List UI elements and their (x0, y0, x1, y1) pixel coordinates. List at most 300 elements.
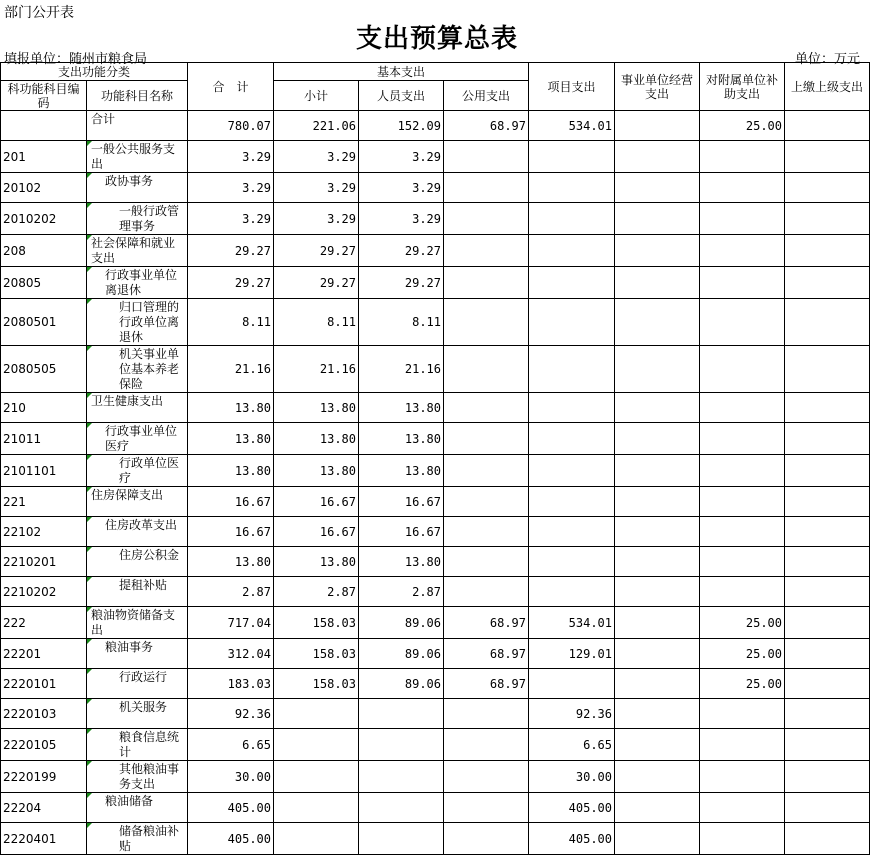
row-name: 其他粮油事务支出 (119, 762, 180, 791)
cell-note-triangle-icon (87, 517, 92, 522)
row-subsidy (700, 823, 785, 855)
row-total: 92.36 (188, 699, 274, 729)
row-total: 13.80 (188, 423, 274, 455)
row-total: 312.04 (188, 639, 274, 669)
table-row (1, 393, 870, 423)
row-name-cell (87, 607, 188, 639)
row-subtotal: 29.27 (274, 235, 359, 267)
cell-note-triangle-icon (87, 423, 92, 428)
row-name-cell (87, 203, 188, 235)
row-name: 合计 (91, 112, 116, 126)
row-upper (785, 423, 870, 455)
row-name-cell (87, 639, 188, 669)
row-name-cell (87, 729, 188, 761)
row-public (444, 761, 529, 793)
row-subtotal: 158.03 (274, 607, 359, 639)
row-total: 3.29 (188, 173, 274, 203)
row-name-cell (87, 823, 188, 855)
row-total: 6.65 (188, 729, 274, 761)
row-total: 13.80 (188, 455, 274, 487)
table-row (1, 699, 870, 729)
table-body (1, 111, 870, 855)
row-public (444, 393, 529, 423)
row-code: 2220101 (1, 669, 87, 699)
row-public (444, 455, 529, 487)
public-header: 公用支出 (444, 81, 529, 111)
row-subtotal: 16.67 (274, 487, 359, 517)
row-total: 13.80 (188, 547, 274, 577)
row-name-cell (87, 267, 188, 299)
row-name: 行政单位医疗 (119, 456, 180, 485)
code-header: 科功能科目编码 (1, 81, 87, 111)
row-business (615, 423, 700, 455)
row-project (529, 346, 615, 393)
row-name: 一般公共服务支出 (91, 142, 176, 171)
row-upper (785, 729, 870, 761)
table-row (1, 487, 870, 517)
row-code: 22102 (1, 517, 87, 547)
row-personnel: 152.09 (359, 111, 444, 141)
row-business (615, 547, 700, 577)
row-project (529, 203, 615, 235)
row-subsidy (700, 487, 785, 517)
row-subsidy (700, 346, 785, 393)
row-name: 粮油储备 (105, 794, 154, 808)
row-code: 20805 (1, 267, 87, 299)
sheet-label: 部门公开表 (4, 5, 74, 21)
table-row (1, 299, 870, 346)
row-name: 行政事业单位医疗 (105, 424, 178, 453)
table-row (1, 346, 870, 393)
personnel-header: 人员支出 (359, 81, 444, 111)
row-project: 405.00 (529, 793, 615, 823)
row-total: 3.29 (188, 141, 274, 173)
row-name-cell (87, 393, 188, 423)
project-header: 项目支出 (529, 63, 615, 111)
row-name: 住房保障支出 (91, 488, 164, 502)
row-code: 222 (1, 607, 87, 639)
subsidy-header: 对附属单位补助支出 (700, 63, 785, 111)
row-subtotal: 13.80 (274, 455, 359, 487)
row-personnel: 13.80 (359, 423, 444, 455)
cell-note-triangle-icon (87, 639, 92, 644)
row-code (1, 111, 87, 141)
row-code: 2220103 (1, 699, 87, 729)
row-personnel: 3.29 (359, 141, 444, 173)
row-total: 3.29 (188, 203, 274, 235)
row-business (615, 607, 700, 639)
row-name: 归口管理的行政单位离退休 (119, 300, 180, 344)
row-total: 405.00 (188, 793, 274, 823)
row-business (615, 299, 700, 346)
row-subtotal (274, 793, 359, 823)
row-project: 30.00 (529, 761, 615, 793)
row-total: 8.11 (188, 299, 274, 346)
row-business (615, 141, 700, 173)
row-upper (785, 639, 870, 669)
table-row (1, 423, 870, 455)
row-code: 21011 (1, 423, 87, 455)
row-project (529, 393, 615, 423)
row-name: 政协事务 (105, 174, 154, 188)
row-code: 2220401 (1, 823, 87, 855)
row-subtotal: 16.67 (274, 517, 359, 547)
cell-note-triangle-icon (87, 793, 92, 798)
row-public (444, 203, 529, 235)
row-code: 2080505 (1, 346, 87, 393)
cell-note-triangle-icon (87, 729, 92, 734)
row-subsidy (700, 203, 785, 235)
row-project (529, 455, 615, 487)
row-name-cell (87, 299, 188, 346)
row-public (444, 267, 529, 299)
row-public (444, 346, 529, 393)
row-total: 13.80 (188, 393, 274, 423)
row-subtotal: 3.29 (274, 141, 359, 173)
total-header: 合 计 (188, 63, 274, 111)
row-public (444, 487, 529, 517)
row-subsidy: 25.00 (700, 607, 785, 639)
row-subsidy: 25.00 (700, 669, 785, 699)
row-subtotal: 13.80 (274, 393, 359, 423)
row-subtotal: 158.03 (274, 669, 359, 699)
row-personnel: 29.27 (359, 267, 444, 299)
row-personnel: 21.16 (359, 346, 444, 393)
cell-note-triangle-icon (87, 761, 92, 766)
row-name: 住房改革支出 (105, 518, 178, 532)
row-public (444, 423, 529, 455)
row-personnel: 89.06 (359, 639, 444, 669)
row-personnel (359, 761, 444, 793)
cell-note-triangle-icon (87, 669, 92, 674)
row-total: 29.27 (188, 267, 274, 299)
row-name-cell (87, 577, 188, 607)
row-business (615, 793, 700, 823)
cell-note-triangle-icon (87, 547, 92, 552)
row-code: 2210202 (1, 577, 87, 607)
row-total: 780.07 (188, 111, 274, 141)
cell-note-triangle-icon (87, 607, 92, 612)
table-row (1, 455, 870, 487)
row-subsidy: 25.00 (700, 639, 785, 669)
row-name-cell (87, 235, 188, 267)
row-total: 16.67 (188, 517, 274, 547)
row-upper (785, 547, 870, 577)
cell-note-triangle-icon (87, 235, 92, 240)
row-business (615, 173, 700, 203)
row-public: 68.97 (444, 111, 529, 141)
row-name: 社会保障和就业支出 (91, 236, 176, 265)
subtotal-header: 小计 (274, 81, 359, 111)
row-name-cell (87, 173, 188, 203)
row-subsidy (700, 299, 785, 346)
row-name-cell (87, 699, 188, 729)
row-project: 6.65 (529, 729, 615, 761)
cell-note-triangle-icon (87, 577, 92, 582)
row-business (615, 639, 700, 669)
table-row (1, 607, 870, 639)
row-subtotal (274, 761, 359, 793)
page-title: 支出预算总表 (355, 24, 518, 54)
row-code: 22201 (1, 639, 87, 669)
row-name: 机关事业单位基本养老保险 (119, 347, 180, 391)
row-name: 行政运行 (119, 670, 168, 684)
row-subtotal: 3.29 (274, 203, 359, 235)
row-subsidy (700, 729, 785, 761)
row-project (529, 173, 615, 203)
row-upper (785, 487, 870, 517)
row-public: 68.97 (444, 669, 529, 699)
row-public: 68.97 (444, 607, 529, 639)
row-code: 2220105 (1, 729, 87, 761)
row-business (615, 267, 700, 299)
amount-unit: 单位：万元 (794, 52, 860, 67)
row-business (615, 346, 700, 393)
row-business (615, 487, 700, 517)
budget-table (0, 62, 870, 855)
cell-note-triangle-icon (87, 299, 92, 304)
row-personnel: 2.87 (359, 577, 444, 607)
row-upper (785, 111, 870, 141)
row-total: 29.27 (188, 235, 274, 267)
row-name: 储备粮油补贴 (119, 824, 180, 853)
row-personnel (359, 823, 444, 855)
row-name: 住房公积金 (119, 548, 180, 562)
table-row (1, 729, 870, 761)
row-subsidy: 25.00 (700, 111, 785, 141)
row-business (615, 761, 700, 793)
row-subtotal: 13.80 (274, 423, 359, 455)
row-public (444, 793, 529, 823)
row-name-cell (87, 793, 188, 823)
row-total: 717.04 (188, 607, 274, 639)
table-row (1, 267, 870, 299)
row-name-cell (87, 487, 188, 517)
row-subtotal: 158.03 (274, 639, 359, 669)
row-subsidy (700, 393, 785, 423)
row-subsidy (700, 517, 785, 547)
row-code: 210 (1, 393, 87, 423)
row-public (444, 235, 529, 267)
row-total: 30.00 (188, 761, 274, 793)
table-row (1, 793, 870, 823)
row-subtotal: 2.87 (274, 577, 359, 607)
row-business (615, 669, 700, 699)
row-upper (785, 173, 870, 203)
row-total: 2.87 (188, 577, 274, 607)
row-name-cell (87, 761, 188, 793)
row-subtotal (274, 699, 359, 729)
row-subtotal (274, 823, 359, 855)
row-name-cell (87, 455, 188, 487)
row-personnel (359, 699, 444, 729)
cell-note-triangle-icon (87, 699, 92, 704)
row-business (615, 823, 700, 855)
row-code: 2080501 (1, 299, 87, 346)
row-personnel: 3.29 (359, 173, 444, 203)
upper-header: 上缴上级支出 (785, 63, 870, 111)
row-subsidy (700, 235, 785, 267)
row-total: 21.16 (188, 346, 274, 393)
row-personnel: 13.80 (359, 393, 444, 423)
cell-note-triangle-icon (87, 267, 92, 272)
row-upper (785, 823, 870, 855)
row-personnel: 29.27 (359, 235, 444, 267)
table-row (1, 669, 870, 699)
cell-note-triangle-icon (87, 346, 92, 351)
row-upper (785, 393, 870, 423)
row-project (529, 141, 615, 173)
row-project: 534.01 (529, 607, 615, 639)
row-project (529, 235, 615, 267)
row-public (444, 699, 529, 729)
table-row (1, 203, 870, 235)
row-personnel: 16.67 (359, 517, 444, 547)
table-row (1, 235, 870, 267)
row-project (529, 517, 615, 547)
row-subtotal (274, 729, 359, 761)
row-name: 行政事业单位离退休 (105, 268, 178, 297)
row-name-cell (87, 517, 188, 547)
row-project (529, 577, 615, 607)
row-code: 2210201 (1, 547, 87, 577)
row-subtotal: 8.11 (274, 299, 359, 346)
row-personnel (359, 793, 444, 823)
row-project (529, 669, 615, 699)
table-row (1, 141, 870, 173)
row-public (444, 729, 529, 761)
row-subsidy (700, 267, 785, 299)
row-code: 2220199 (1, 761, 87, 793)
row-upper (785, 203, 870, 235)
row-business (615, 393, 700, 423)
row-upper (785, 235, 870, 267)
row-subtotal: 29.27 (274, 267, 359, 299)
row-name: 粮油物资储备支出 (91, 608, 176, 637)
row-name: 粮油事务 (105, 640, 154, 654)
row-total: 183.03 (188, 669, 274, 699)
row-upper (785, 517, 870, 547)
row-subsidy (700, 577, 785, 607)
table-row (1, 517, 870, 547)
row-upper (785, 793, 870, 823)
cell-note-triangle-icon (87, 487, 92, 492)
row-business (615, 699, 700, 729)
cell-note-triangle-icon (87, 141, 92, 146)
row-subtotal: 13.80 (274, 547, 359, 577)
row-subsidy (700, 761, 785, 793)
row-code: 221 (1, 487, 87, 517)
row-upper (785, 299, 870, 346)
row-project: 534.01 (529, 111, 615, 141)
cell-note-triangle-icon (87, 173, 92, 178)
row-project (529, 487, 615, 517)
row-code: 2010202 (1, 203, 87, 235)
table-row (1, 173, 870, 203)
row-upper (785, 455, 870, 487)
row-upper (785, 267, 870, 299)
row-business (615, 517, 700, 547)
row-upper (785, 141, 870, 173)
row-project (529, 299, 615, 346)
row-name-cell (87, 547, 188, 577)
row-public (444, 173, 529, 203)
table-header (1, 63, 870, 111)
row-name: 一般行政管理事务 (119, 204, 180, 233)
row-total: 405.00 (188, 823, 274, 855)
row-project (529, 423, 615, 455)
row-public (444, 141, 529, 173)
row-business (615, 111, 700, 141)
row-code: 208 (1, 235, 87, 267)
reporting-unit: 填报单位：随州市粮食局 (4, 52, 148, 67)
row-personnel: 13.80 (359, 547, 444, 577)
row-business (615, 577, 700, 607)
row-subtotal: 221.06 (274, 111, 359, 141)
row-code: 2101101 (1, 455, 87, 487)
row-personnel: 3.29 (359, 203, 444, 235)
row-name-cell (87, 141, 188, 173)
row-upper (785, 607, 870, 639)
row-subsidy (700, 141, 785, 173)
cell-note-triangle-icon (87, 203, 92, 208)
row-personnel (359, 729, 444, 761)
row-project (529, 547, 615, 577)
name-header: 功能科目名称 (87, 81, 188, 111)
row-name-cell (87, 423, 188, 455)
row-public: 68.97 (444, 639, 529, 669)
row-upper (785, 699, 870, 729)
row-upper (785, 761, 870, 793)
row-subsidy (700, 423, 785, 455)
row-subsidy (700, 173, 785, 203)
row-business (615, 203, 700, 235)
row-project: 92.36 (529, 699, 615, 729)
row-project: 129.01 (529, 639, 615, 669)
row-public (444, 299, 529, 346)
cell-note-triangle-icon (87, 455, 92, 460)
row-project: 405.00 (529, 823, 615, 855)
row-public (444, 577, 529, 607)
func-class-header: 支出功能分类 (1, 63, 188, 81)
basic-header: 基本支出 (274, 63, 529, 81)
row-upper (785, 669, 870, 699)
cell-note-triangle-icon (87, 823, 92, 828)
row-project (529, 267, 615, 299)
row-name-cell (87, 111, 188, 141)
table-row (1, 639, 870, 669)
business-header: 事业单位经营支出 (615, 63, 700, 111)
row-name-cell (87, 669, 188, 699)
row-public (444, 517, 529, 547)
row-public (444, 823, 529, 855)
table-row (1, 111, 870, 141)
row-personnel: 89.06 (359, 669, 444, 699)
row-name-cell (87, 346, 188, 393)
table-row (1, 577, 870, 607)
row-business (615, 455, 700, 487)
row-subtotal: 21.16 (274, 346, 359, 393)
table-row (1, 761, 870, 793)
cell-note-triangle-icon (87, 393, 92, 398)
row-personnel: 16.67 (359, 487, 444, 517)
row-personnel: 13.80 (359, 455, 444, 487)
row-public (444, 547, 529, 577)
row-subtotal: 3.29 (274, 173, 359, 203)
row-name: 提租补贴 (119, 578, 168, 592)
table-row (1, 547, 870, 577)
row-personnel: 89.06 (359, 607, 444, 639)
